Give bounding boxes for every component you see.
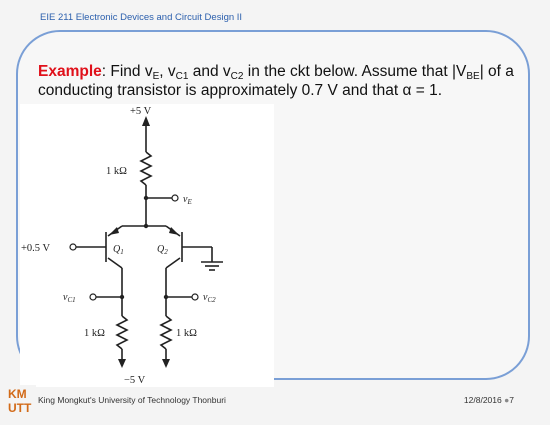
q1-label: $Q_1$ [113,244,124,256]
circuit-schematic [20,104,274,387]
page-bullet: ● [504,395,510,405]
input-voltage-label: +0.5 V [21,243,51,254]
footer-university: King Mongkut's University of Technology Thonburi [38,395,226,405]
course-title: EIE 211 Electronic Devices and Circuit Design II [40,12,243,23]
ve-junction-dot [144,196,148,200]
rc2-label: 1 kΩ [176,328,197,339]
q1-emitter-arrow [109,227,119,235]
supply-bottom-label: −5 V [124,375,146,386]
problem-line-2: conducting transistor is approximately 0.7 V and that α = 1. [38,82,442,99]
circuit-diagram [20,104,274,387]
supply-arrow-up [142,116,150,126]
vc2-terminal [192,294,198,300]
emitter-resistor [141,152,151,185]
rc1-arrow-down [118,359,126,368]
ve-terminal [172,195,178,201]
vc1-label: $v_{C1}$ [63,292,76,304]
q2-collector-lead [166,258,180,268]
slide-date: 12/8/2016 [463,395,502,405]
example-label: Example [38,63,102,80]
rc2-resistor [161,316,171,349]
problem-statement: Example: Find $v_E$, $v_{C1}$ and $v_{C2}$ in the ckt below. Assume that $|V_{BE}|$ of a conducting transistor is approximately 0.7 V and that α = 1. [38,63,514,99]
bus-junction-dot [144,224,148,228]
q2-label: $Q_2$ [157,244,168,256]
ve-label: $v_E$ [183,194,192,206]
q2-emitter-arrow [169,227,179,235]
r-emitter-label: 1 kΩ [106,166,127,177]
university-logo [6,385,36,415]
svg-text:KM: KM [8,387,27,401]
rc1-resistor [117,316,127,349]
vc1-junction-dot [120,295,124,299]
rc1-label: 1 kΩ [84,328,105,339]
vc1-terminal [90,294,96,300]
vc2-junction-dot [164,295,168,299]
input-terminal [70,244,76,250]
supply-top-label: +5 V [130,106,152,117]
page-number: 7 [509,395,514,405]
vc2-label: $v_{C2}$ [203,292,216,304]
rc2-arrow-down [162,359,170,368]
footer-date-page [464,395,514,405]
q1-collector-lead [108,258,122,268]
svg-text:UTT: UTT [8,401,32,415]
